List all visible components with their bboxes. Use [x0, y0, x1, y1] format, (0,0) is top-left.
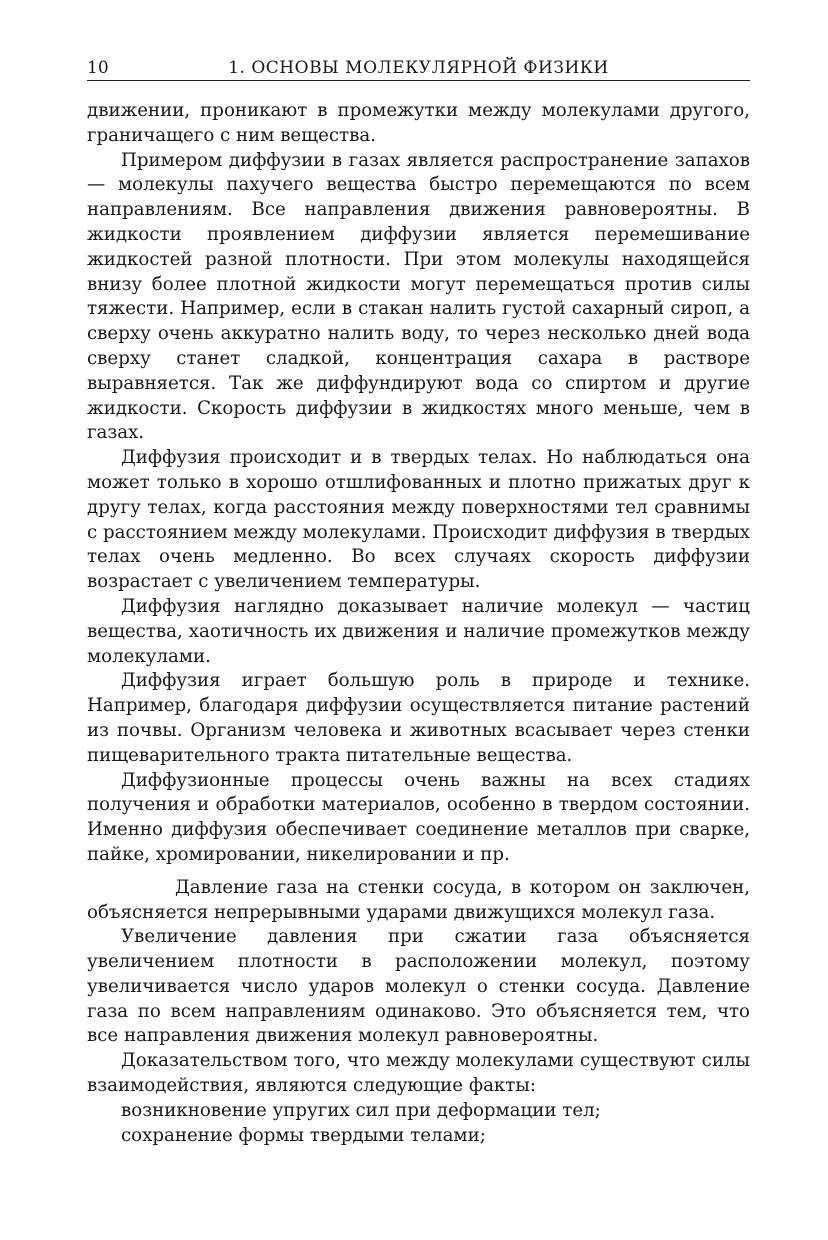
- list-item: возникновение упругих сил при деформации тел;: [121, 1099, 601, 1121]
- book-page: [87, 56, 750, 1148]
- chapter-title: 1. ОСНОВЫ МОЛЕКУЛЯРНОЙ ФИЗИКИ: [228, 58, 609, 78]
- running-head: [87, 56, 750, 81]
- paragraph-diffusion-processes: Диффузионные процессы очень важны на всех стадиях получения и обработки материалов, особенно в твердом состоянии. Именно диффузия обеспечивает соединение металлов при сварке, пайке, хромировании, никелировании и пр.: [87, 769, 750, 865]
- page-number: 10: [87, 58, 109, 78]
- paragraph-interaction-forces: Доказательством того, что между молекулами существуют силы взаимодействия, являются следующие факты:: [87, 1050, 750, 1097]
- paragraph-diffusion-gases-liquids: Примером диффузии в газах является распространение запахов — молекулы пахучего вещества быстро перемещаются по всем направлениям. Все направления движения равновероятны. В жидкости проявлением диффузии является перемешивание жидкостей разной плотности. При этом молекулы находящейся внизу более плотной жидкости могут перемещаться против силы тяжести. Например, если в стакан налить густой сахарный сироп, а сверху очень аккуратно налить воду, то через несколько дней вода сверху станет сладкой, концентрация сахара в растворе выравняется. Так же диффундируют вода со спиртом и другие жидкости. Скорость диффузии в жидкостях много меньше, чем в газах.: [87, 149, 750, 444]
- paragraph-diffusion-nature: Диффузия играет большую роль в природе и технике. Например, благодаря диффузии осуществляется питание растений из почвы. Организм человека и животных всасывает через стенки пищеварительного тракта питательные вещества.: [87, 670, 750, 766]
- paragraph-diffusion-solids: Диффузия происходит и в твердых телах. Но наблюдаться она может только в хорошо отшлифованных и плотно прижатых друг к другу телах, когда расстояния между поверхностями тел сравнимы с расстоянием между молекулами. Происходит диффузия в твердых телах очень медленно. Во всех случаях скорость диффузии возрастает с увеличением температуры.: [87, 447, 750, 593]
- paragraph-pressure-increase: Увеличение давления при сжатии газа объясняется увеличением плотности в расположении молекул, поэтому увеличивается число ударов молекул о стенки сосуда. Давление газа по всем направлениям одинаково. Это объясняется тем, что все направления движения молекул равновероятны.: [87, 926, 750, 1047]
- paragraph-continuation: движении, проникают в промежутки между молекулами другого, граничащего с ним вещества.: [87, 100, 750, 146]
- body-text: [87, 99, 750, 1148]
- paragraph-diffusion-proof: Диффузия наглядно доказывает наличие молекул — частиц вещества, хаотичность их движения и наличие промежутков между молекулами.: [87, 595, 750, 667]
- paragraph-gas-pressure: Давление газа на стенки сосуда, в котором он заключен, объясняется непрерывными ударами движущихся молекул газа.: [87, 876, 750, 923]
- list-item: сохранение формы твердыми телами;: [121, 1124, 486, 1146]
